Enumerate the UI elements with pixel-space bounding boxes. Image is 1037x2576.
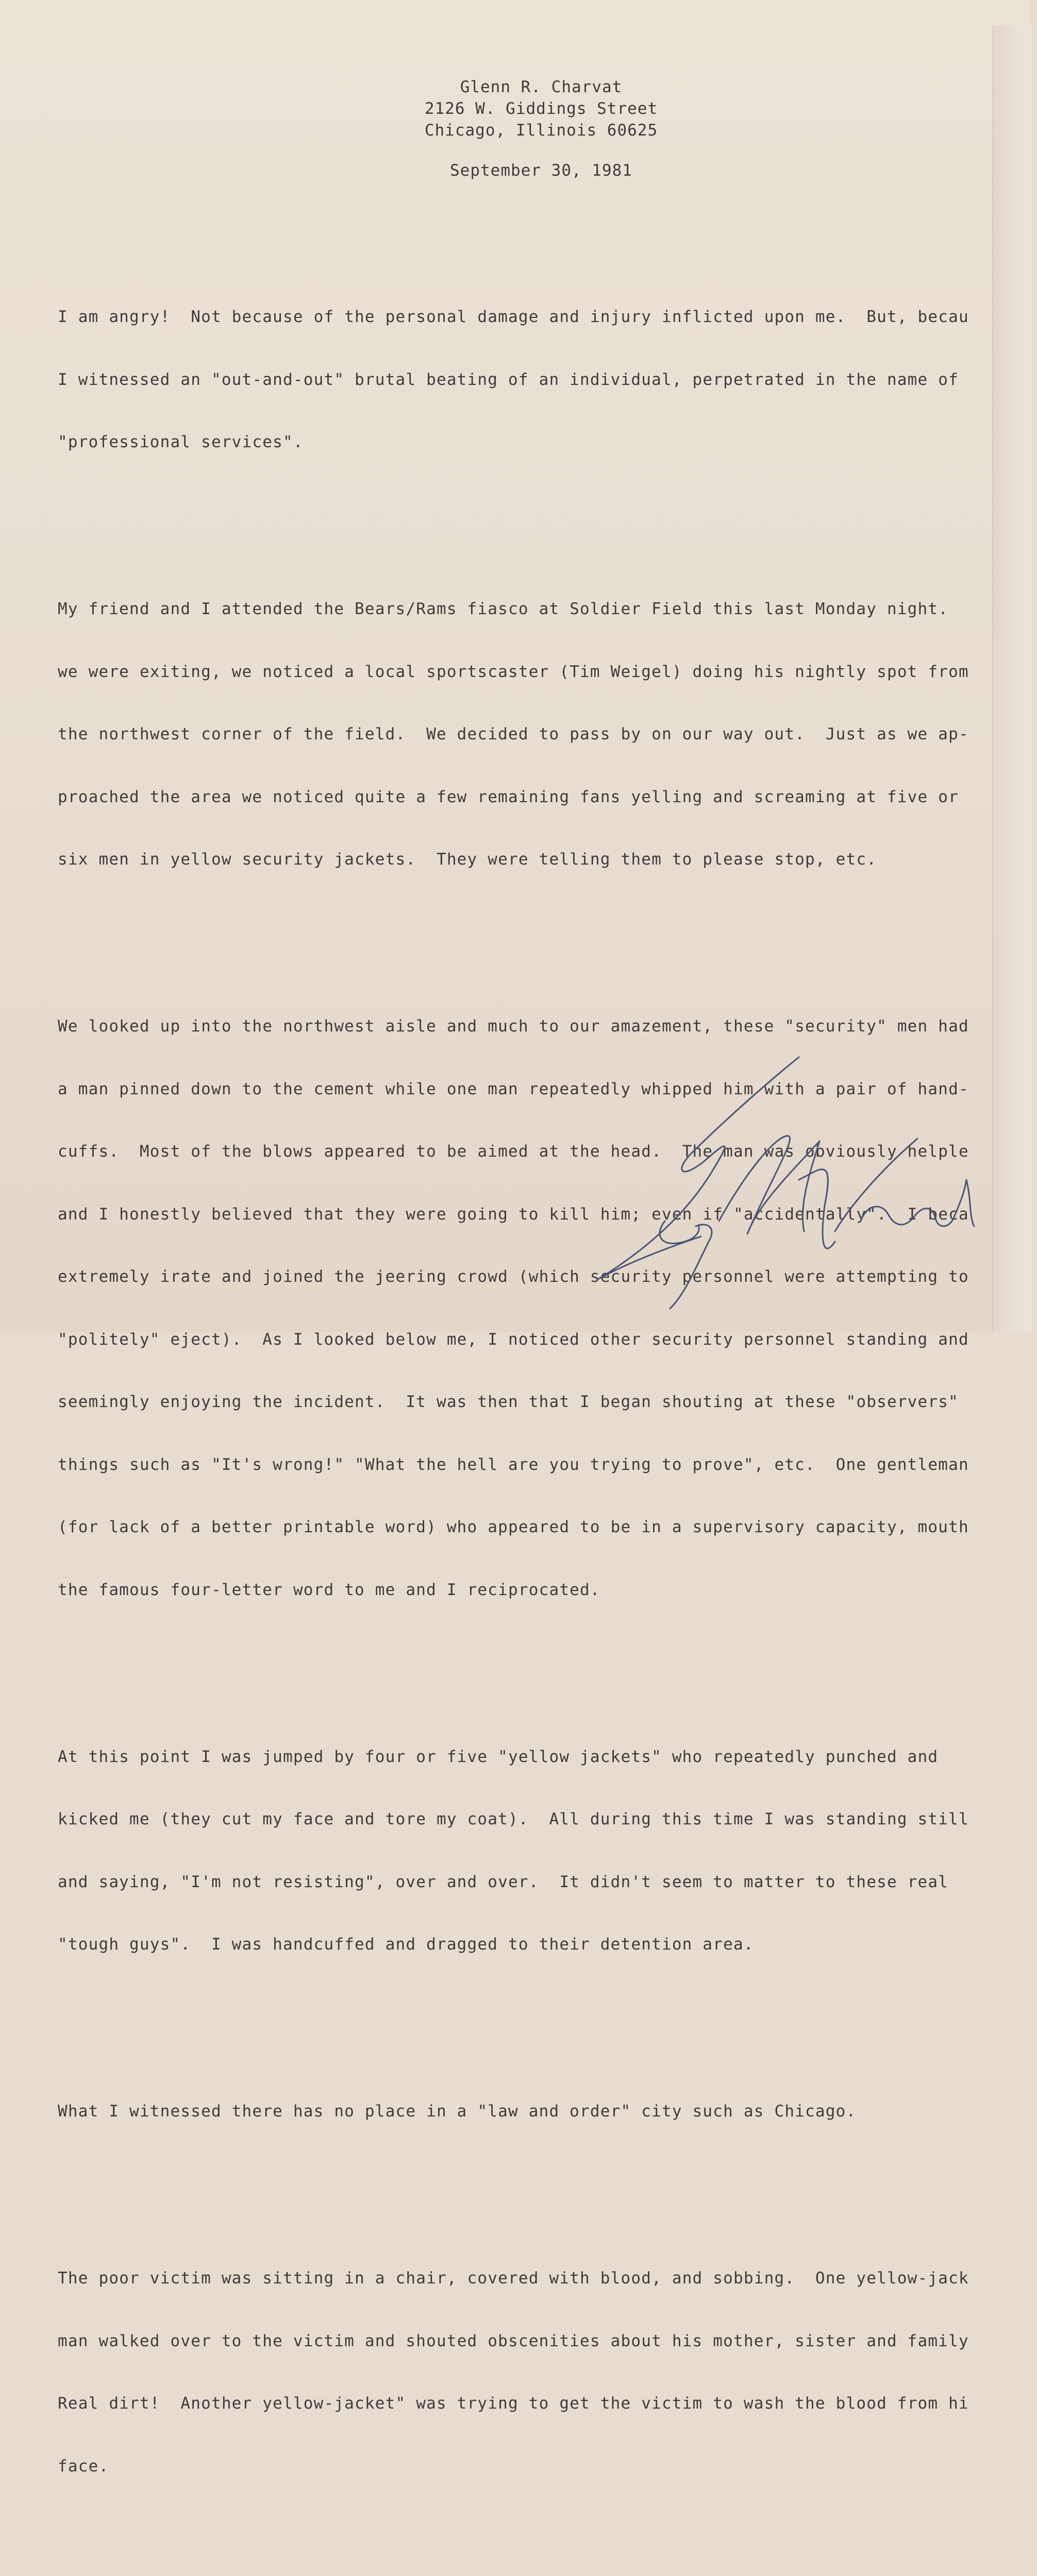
paragraph-5 [58,2059,1037,2164]
letter-body [58,223,1037,2576]
body-line: At this point I was jumped by four or five "yellow jackets" who repeatedly punched and [58,1747,939,1766]
body-line: man walked over to the victim and shouted obscenities about his mother, sister and family [58,2331,969,2350]
signature-stroke [861,1180,974,1226]
body-line: I am angry! Not because of the personal damage and injury inflicted upon me. But, becau [58,308,969,326]
body-line: We looked up into the northwest aisle and much to our amazement, these "security" men had [58,1017,969,1036]
body-line: six men in yellow security jackets. They were telling them to please stop, etc. [58,850,877,869]
body-line: The poor victim was sitting in a chair, covered with blood, and sobbing. One yellow-jack [58,2269,969,2287]
paragraph-4 [58,1705,1037,1997]
body-line: "professional services". [58,433,304,451]
body-line: and saying, "I'm not resisting", over and over. It didn't seem to matter to these real [58,1872,949,1891]
body-line: "politely" eject). As I looked below me, I noticed other security personnel standing and [58,1330,969,1349]
handwritten-signature [593,1051,995,1329]
signature-stroke [660,1221,699,1244]
body-line: "tough guys". I was handcuffed and dragged to their detention area. [58,1935,754,1954]
body-line: kicked me (they cut my face and tore my coat). All during this time I was standing still [58,1810,969,1828]
body-line: My friend and I attended the Bears/Rams fiasco at Soldier Field this last Monday night. [58,600,949,618]
body-line: (for lack of a better printable word) who appeared to be in a supervisory capacity, mouth [58,1518,969,1536]
signature-stroke [670,1225,712,1309]
sender-city: Chicago, Illinois 60625 [424,121,658,140]
body-line: face. [58,2456,109,2476]
body-line: things such as "It's wrong!" "What the hell are you trying to prove", etc. One gentleman [58,1455,969,1474]
signature-stroke [799,1170,835,1249]
letter-date: September 30, 1981 [450,161,632,180]
body-line: What I witnessed there has no place in a "law and order" city such as Chicago. [58,2102,857,2121]
body-line: the northwest corner of the field. We decided to pass by on our way out. Just as we ap- [58,725,969,743]
paragraph-1 [58,265,1037,495]
body-line: cuffs. Most of the blows appeared to be aimed at the head. The man was obviously helple [58,1142,969,1161]
sender-name: Glenn R. Charvat [460,78,623,96]
letterhead [309,76,773,181]
body-line: a man pinned down to the cement while one man repeatedly whipped him with a pair of hand- [58,1079,969,1098]
signature-stroke [599,1057,799,1279]
paragraph-6 [58,2226,1037,2518]
body-line: extremely irate and joined the jeering crowd (which security personnel were attempting to [58,1267,969,1286]
body-line: we were exiting, we noticed a local sportscaster (Tim Weigel) doing his nightly spot from [58,662,969,681]
body-line: the famous four-letter word to me and I reciprocated. [58,1580,600,1599]
body-line: and I honestly believed that they were going to kill him; even if "accidentally". I beca [58,1205,969,1224]
paragraph-2 [58,557,1037,912]
signature-stroke [835,1139,917,1231]
body-line: Real dirt! Another yellow-jacket" was trying to get the victim to wash the blood from hi [58,2394,969,2413]
body-line: proached the area we noticed quite a few remaining fans yelling and screaming at five or [58,787,959,806]
sender-street: 2126 W. Giddings Street [424,99,658,118]
signature-stroke [719,1136,819,1234]
body-line: I witnessed an "out-and-out" brutal beating of an individual, perpetrated in the name of [58,370,959,389]
body-line: seemingly enjoying the incident. It was then that I began shouting at these "observers" [58,1393,959,1411]
